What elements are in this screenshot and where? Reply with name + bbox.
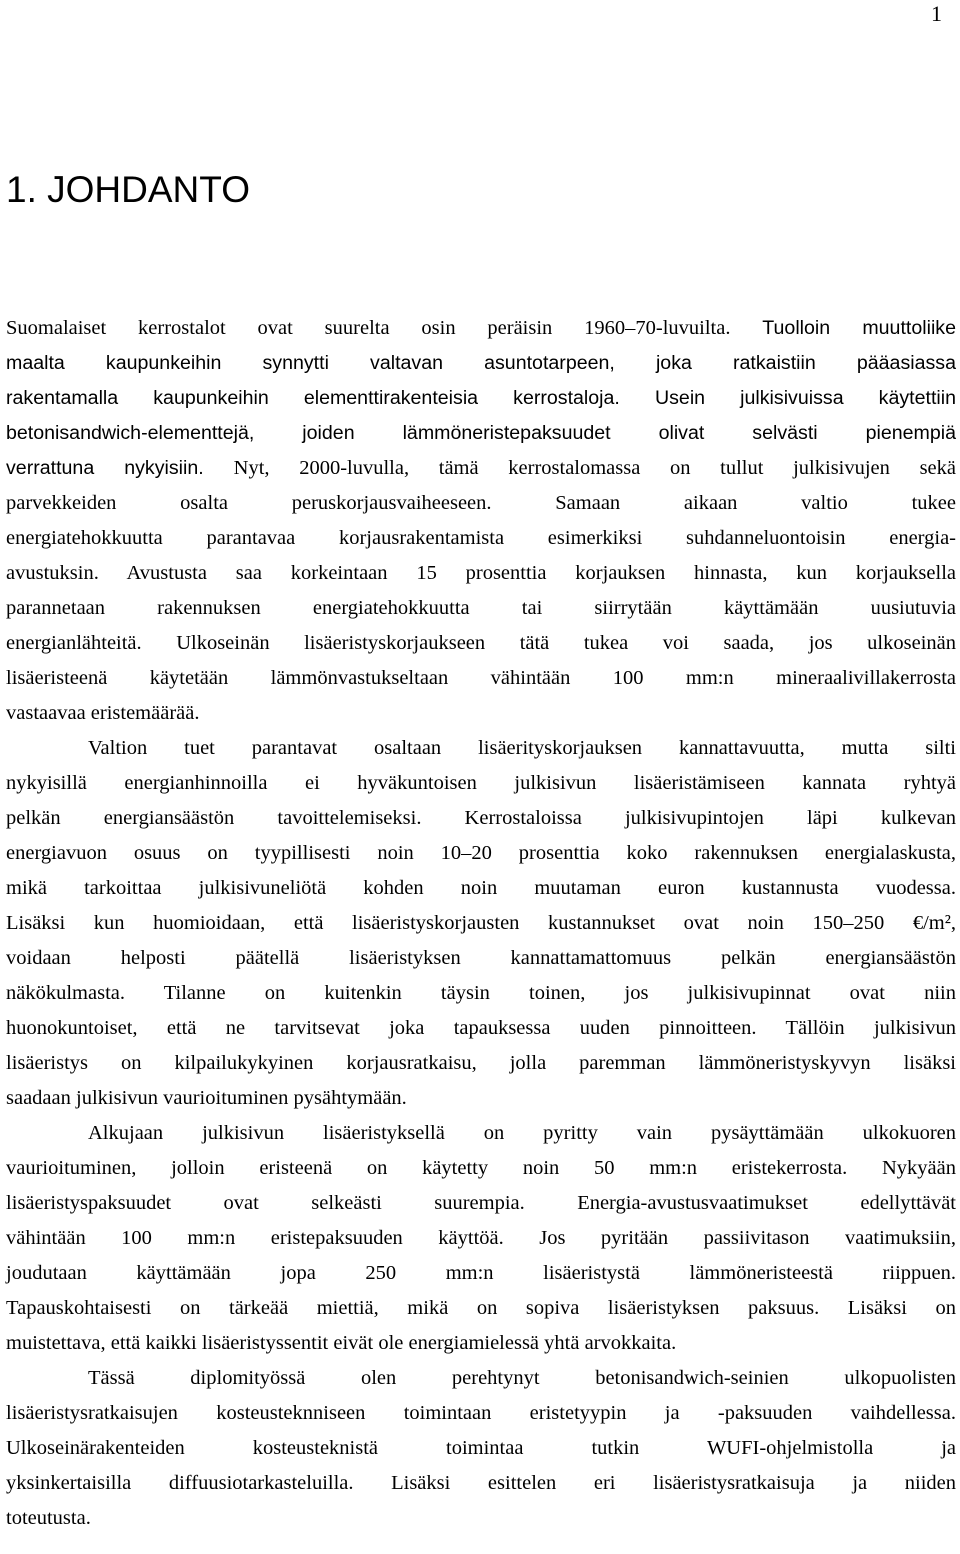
- text-line: voidaan helposti päätellä lisäeristyksen kannattamattomuus pelkän energiansäästön: [6, 947, 956, 969]
- text-line: maalta kaupunkeihin synnytti valtavan asuntotarpeen, joka ratkaistiin pääasiassa: [6, 352, 956, 374]
- text-line: joudutaan käyttämään jopa 250 mm:n lisäeristystä lämmöneristeestä riippuen.: [6, 1262, 956, 1284]
- text-line: vastaavaa eristemäärää.: [6, 702, 200, 724]
- text-line: Tässä diplomityössä olen perehtynyt betonisandwich-seinien ulkopuolisten: [88, 1367, 956, 1389]
- text-line: lisäeristys on kilpailukykyinen korjausratkaisu, jolla paremman lämmöneristyskyvyn lisäksi: [6, 1052, 956, 1074]
- text-line: lisäeristysratkaisujen kosteusteknniseen toimintaan eristetyypin ja -paksuuden vaihdellessa.: [6, 1402, 956, 1424]
- text-line: Suomalaiset kerrostalot ovat suurelta osin peräisin 1960–70-luvuilta. Tuolloin muuttoliike: [6, 317, 956, 339]
- text-line: parannetaan rakennuksen energiatehokkuutta tai siirrytään käyttämään uusiutuvia: [6, 597, 956, 619]
- text-line: vaurioituminen, jolloin eristeenä on käytetty noin 50 mm:n eristekerrosta. Nykyään: [6, 1157, 956, 1179]
- text-line: nykyisillä energianhinnoilla ei hyväkuntoisen julkisivun lisäeristämiseen kannata ryhtyä: [6, 772, 956, 794]
- text-line: vähintään 100 mm:n eristepaksuuden käyttöä. Jos pyritään passiivitason vaatimuksiin,: [6, 1227, 956, 1249]
- text-line: energiavuon osuus on tyypillisesti noin 10–20 prosenttia koko rakennuksen energialaskusta,: [6, 842, 956, 864]
- text-line: verrattuna nykyisiin. Nyt, 2000-luvulla, tämä kerrostalomassa on tullut julkisivujen sekä: [6, 457, 956, 479]
- text-line: Lisäksi kun huomioidaan, että lisäeristyskorjausten kustannukset ovat noin 150–250 €/m²,: [6, 912, 956, 934]
- text-line: lisäeristeenä käytetään lämmönvastukseltaan vähintään 100 mm:n mineraalivillakerrosta: [6, 667, 956, 689]
- text-line: mikä tarkoittaa julkisivuneliötä kohden noin muutaman euron kustannusta vuodessa.: [6, 877, 956, 899]
- body-text: [6, 311, 956, 1536]
- text-line: toteutusta.: [6, 1507, 91, 1529]
- text-line: pelkän energiansäästön tavoittelemiseksi. Kerrostaloissa julkisivupintojen läpi kulkevan: [6, 807, 956, 829]
- text-line: Tapauskohtaisesti on tärkeää miettiä, mikä on sopiva lisäeristyksen paksuus. Lisäksi on: [6, 1297, 956, 1319]
- text-line: energiatehokkuutta parantavaa korjausrakentamista esimerkiksi suhdanneluontoisin energia-: [6, 527, 956, 549]
- page-number: 1: [931, 1, 942, 26]
- text-line: Alkujaan julkisivun lisäeristyksellä on pyritty vain pysäyttämään ulkokuoren: [88, 1122, 956, 1144]
- text-line: avustuksin. Avustusta saa korkeintaan 15 prosenttia korjauksen hinnasta, kun korjauksella: [6, 562, 956, 584]
- text-line: näkökulmasta. Tilanne on kuitenkin täysin toinen, jos julkisivupinnat ovat niin: [6, 982, 956, 1004]
- text-line: lisäeristyspaksuudet ovat selkeästi suurempia. Energia-avustusvaatimukset edellyttävät: [6, 1192, 956, 1214]
- text-line: Valtion tuet parantavat osaltaan lisäerityskorjauksen kannattavuutta, mutta silti: [88, 737, 956, 759]
- text-line: muistettava, että kaikki lisäeristyssentit eivät ole energiamielessä yhtä arvokkaita.: [6, 1332, 677, 1354]
- text-line: betonisandwich-elementtejä, joiden lämmöneristepaksuudet olivat selvästi pienempiä: [6, 422, 956, 444]
- text-line: huonokuntoiset, että ne tarvitsevat joka tapauksessa uuden pinnoitteen. Tällöin julkisivun: [6, 1017, 956, 1039]
- paragraph-2: [6, 731, 956, 1116]
- text-line: rakentamalla kaupunkeihin elementtirakenteisia kerrostaloja. Usein julkisivuissa käytettiin: [6, 387, 956, 409]
- text-line: Ulkoseinärakenteiden kosteusteknistä toimintaa tutkin WUFI-ohjelmistolla ja: [6, 1437, 956, 1459]
- paragraph-1: [6, 311, 956, 731]
- chapter-heading: 1. JOHDANTO: [6, 169, 250, 210]
- paragraph-3: [6, 1116, 956, 1361]
- text-line: parvekkeiden osalta peruskorjausvaiheeseen. Samaan aikaan valtio tukee: [6, 492, 956, 514]
- text-line: saadaan julkisivun vaurioituminen pysähtymään.: [6, 1087, 407, 1109]
- text-line: yksinkertaisilla diffuusiotarkasteluilla. Lisäksi esittelen eri lisäeristysratkaisuja ja niiden: [6, 1472, 956, 1494]
- text-line: energianlähteitä. Ulkoseinän lisäeristyskorjaukseen tätä tukea voi saada, jos ulkoseinän: [6, 632, 956, 654]
- paragraph-4: [6, 1361, 956, 1536]
